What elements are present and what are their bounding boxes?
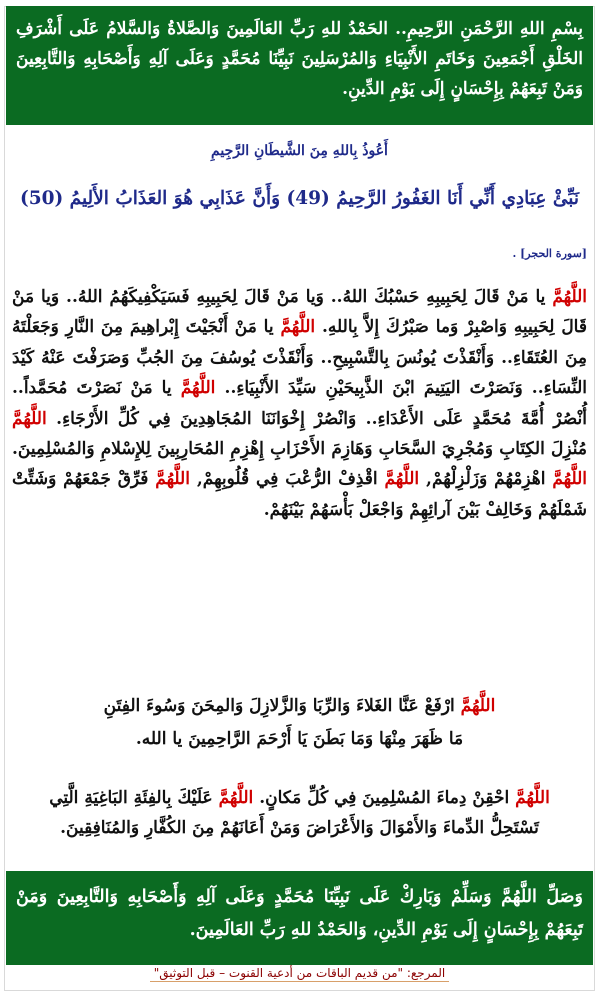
istiadha-line: أَعُوذُ بِاللهِ مِنَ الشَّيطَانِ الرَّجِيمِ	[211, 143, 388, 159]
dua-segment-1: يا مَنْ قَالَ لِحَبِيبِهِ حَسْبُكَ اللهُ.. وَيا مَنْ قَالَ لِحَبِيبِهِ فَسَيَكْفِيكَهُمُ اللهُ.. وَيا مَنْ قَالَ لِحَبِيبِهِ وَاصْبِرْ وَما صَبْرُكَ إِلاَّ بِاللهِ.	[12, 287, 587, 338]
opening-banner	[6, 6, 593, 125]
verse-2-line-1a: احْقِنْ دِماءَ المُسْلِمِينَ فِي كُلِّ مَكانٍ.	[253, 788, 516, 808]
dua-segment-2: يا مَنْ أَنْجَيْتَ إِبْراهِيمَ مِنَ النَّارِ وَجَعَلْتَهُ مِنَ العُتَقَاءِ.. وَأَنْقَذْتَ يُونُسَ بِالتَّسْبِيحِ.. وَأَنْقَذْتَ يُوسُفَ مِنَ الجُبِّ وَصَرَفْتَ عَنْهُ كَيْدَ النِّسَاءِ.. وَنَصَرْتَ اليَتِيمَ ابْنَ الذَّبِيحَيْنِ سَيِّدَ الأَنْبِيَاءِ..	[12, 317, 588, 399]
verse-2-line-1b: عَلَيْكَ بِالفِئَةِ البَاغِيَةِ الَّتِي	[49, 788, 219, 808]
allahumma-word: اللَّهُمَّ	[384, 469, 420, 490]
allahumma-word: اللَّهُمَّ	[218, 788, 254, 808]
dua-verse-2	[12, 783, 587, 843]
allahumma-word: اللَّهُمَّ	[12, 408, 47, 429]
closing-text: وَصَلِّ اللَّهُمَّ وَسَلِّمْ وَبَارِكْ عَلَى نَبِيِّنَا مُحَمَّدٍ وَعَلَى آلِهِ وَأَصْحَابِهِ وَالتَّابِعِينَ وَمَنْ تَبِعَهُمْ بِإِحْسَانٍ إِلَى يَوْمِ الدِّينِ، وَالحَمْدُ للهِ رَبِّ العَالَمِينَ.	[16, 887, 583, 940]
dua-segment-5: اهْزِمْهُمْ وَزَلْزِلْهُمْ,	[419, 469, 553, 490]
verse-1-line-1: ارْفَعْ عَنَّا الغَلاءَ وَالرِّبَا وَالزَّلازِلَ وَالمِحَنَ وَسُوءَ الفِتَنِ	[103, 696, 461, 716]
surah-reference: [سورة الحجر] .	[512, 247, 587, 260]
closing-banner	[6, 871, 593, 965]
allahumma-word: اللَّهُمَّ	[155, 469, 190, 490]
verse-2-line-2: تَسْتَحِلُّ الدِّماءَ وَالأَمْوَالَ وَالأَعْرَاضَ وَمَنْ أَعَانَهُمْ مِنَ الكُفَّارِ وَالمُنَافِقِينَ.	[60, 818, 539, 838]
dua-segment-7: فَرِّقْ جَمْعَهُمْ وَشَتِّتْ شَمْلَهُمْ وَخَالِفْ بَيْنَ آرائِهِمْ وَاجْعَلْ بَأْسَهُمْ بَيْنَهُمْ.	[12, 469, 587, 520]
allahumma-word: اللَّهُمَّ	[552, 469, 588, 490]
dua-segment-4: مُنْزِلَ الكِتَابِ وَمُجْرِيَ السَّحَابِ وَهَازِمَ الأَحْزَابِ إِهْزِمِ المُحَارِبِينَ لِلإِسْلامِ وَالمُسْلِمِينَ.	[12, 439, 587, 460]
dua-segment-6: اقْذِفْ الرُّعْبَ فِي قُلُوبِهِمْ,	[189, 469, 385, 490]
dua-verse-1	[12, 690, 587, 756]
dua-main-paragraph	[12, 282, 587, 525]
verse-1-line-2: مَا ظَهَرَ مِنْهَا وَمَا بَطَنَ يَا أَرْحَمَ الرَّاحِمِينَ يا الله.	[135, 729, 464, 749]
quran-verse: نَبِّئْ عِبَادِي أَنِّي أَنَا الغَفُورُ الرَّحِيمُ (49) وَأَنَّ عَذَابِي هُوَ العَذَابُ الأَلِيمُ (50)	[19, 188, 580, 209]
allahumma-word: اللَّهُمَّ	[180, 378, 216, 399]
allahumma-word: اللَّهُمَّ	[552, 287, 587, 307]
source-reference	[0, 965, 599, 982]
allahumma-word: اللَّهُمَّ	[280, 317, 316, 338]
reference-text: المرجع: "من قديم الباقات من أدعية القنوت – قبل التوثيق"	[150, 965, 450, 982]
allahumma-word: اللَّهُمَّ	[515, 788, 550, 808]
opening-text: بِسْمِ اللهِ الرَّحْمَنِ الرَّحِيمِ.. الحَمْدُ للهِ رَبِّ العَالَمِينَ وَالصَّلاةُ وَالسَّلامُ عَلَى أَشْرَفِ الخَلْقِ أَجْمَعِينَ وَخَاتَمِ الأَنْبِيَاءِ وَالمُرْسَلِينَ نَبِيِّنَا مُحَمَّدٍ وَعَلَى آلِهِ وَأَصْحَابِهِ وَالتَّابِعِينَ وَمَنْ تَبِعَهُمْ بِإِحْسَانٍ إِلَى يَوْمِ الدِّينِ.	[16, 19, 583, 99]
allahumma-word: اللَّهُمَّ	[460, 696, 496, 716]
dua-segment-3: يا مَنْ نَصَرْتَ مُحَمَّداً.. أُنْصُرْ أُمَّةَ مُحَمَّدٍ عَلَى الأَعْدَاءِ.. وَانْصُرْ إِخْوَانَنَا المُجَاهِدِينَ فِي كُلِّ الأَرْجَاءِ.	[12, 378, 587, 429]
